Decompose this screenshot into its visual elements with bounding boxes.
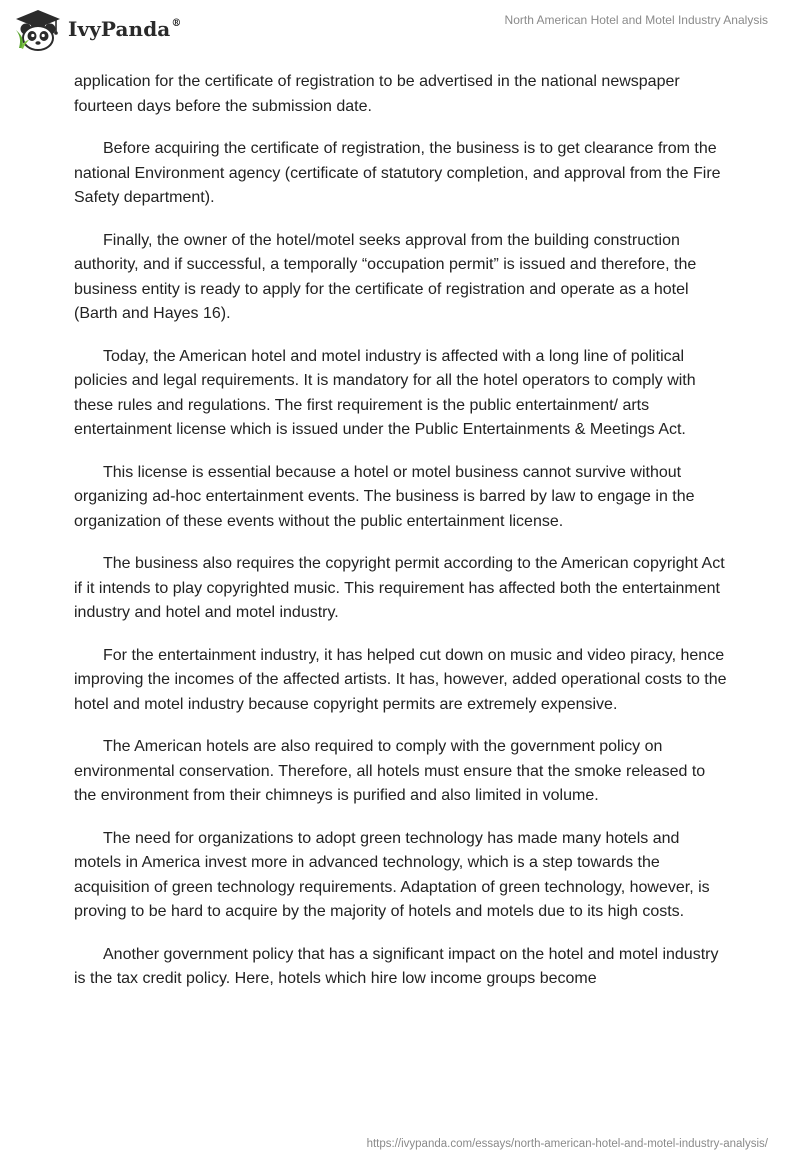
paragraph: The business also requires the copyright permit according to the American copyright Act if it intends to play copyrighted music. This requirement has affected both the entertainment industry and hotel and motel industry.	[74, 555, 725, 621]
paragraph: application for the certificate of registration to be advertised in the national newspaper fourteen days before the submission date.	[74, 73, 680, 115]
panda-graduate-icon	[14, 8, 62, 52]
paragraph: Today, the American hotel and motel industry is affected with a long line of political policies and legal requirements. It is mandatory for all the hotel operators to comply with these rules and regulations. The first requirement is the public entertainment/ arts entertainment license which is issued under the Public Entertainments & Meetings Act.	[74, 347, 696, 438]
essay-body	[74, 70, 730, 1010]
registered-mark: ®	[171, 18, 182, 30]
page-header	[0, 0, 800, 62]
paragraph: The American hotels are also required to comply with the government policy on environmental conservation. Therefore, all hotels must ensure that the smoke released to the environment from their chimneys is purified and also limited in volume.	[74, 738, 706, 804]
source-url[interactable]: https://ivypanda.com/essays/north-american-hotel-and-motel-industry-analysis/	[366, 1138, 768, 1150]
paragraph: Finally, the owner of the hotel/motel seeks approval from the building construction authority, and if successful, a temporally “occupation permit” is issued and therefore, the business entity is ready to apply for the certificate of registration and operate as a hotel (Barth and Hayes 16).	[74, 231, 697, 322]
brand-name-text: IvyPanda	[68, 17, 171, 41]
paragraph: For the entertainment industry, it has helped cut down on music and video piracy, hence improving the incomes of the affected artists. It has, however, added operational costs to the hotel and motel industry because copyright permits are extremely expensive.	[74, 646, 727, 713]
paragraph: Another government policy that has a significant impact on the hotel and motel industry is the tax credit policy. Here, hotels which hire low income groups become	[74, 945, 719, 987]
paragraph: This license is essential because a hotel or motel business cannot survive without organizing ad-hoc entertainment events. The business is barred by law to engage in the organization of these events without the public entertainment license.	[74, 463, 695, 530]
ivypanda-logo[interactable]	[14, 8, 181, 52]
document-title: North American Hotel and Motel Industry Analysis	[504, 13, 768, 27]
brand-name	[68, 17, 181, 41]
paragraph: The need for organizations to adopt green technology has made many hotels and motels in America invest more in advanced technology, which is a step towards the acquisition of green technology requirements. Adaptation of green technology, however, is proving to be hard to acquire by the majority of hotels and motels due to its high costs.	[74, 829, 710, 920]
paragraph: Before acquiring the certificate of registration, the business is to get clearance from the national Environment agency (certificate of statutory completion, and approval from the Fire Safety department).	[74, 140, 721, 206]
